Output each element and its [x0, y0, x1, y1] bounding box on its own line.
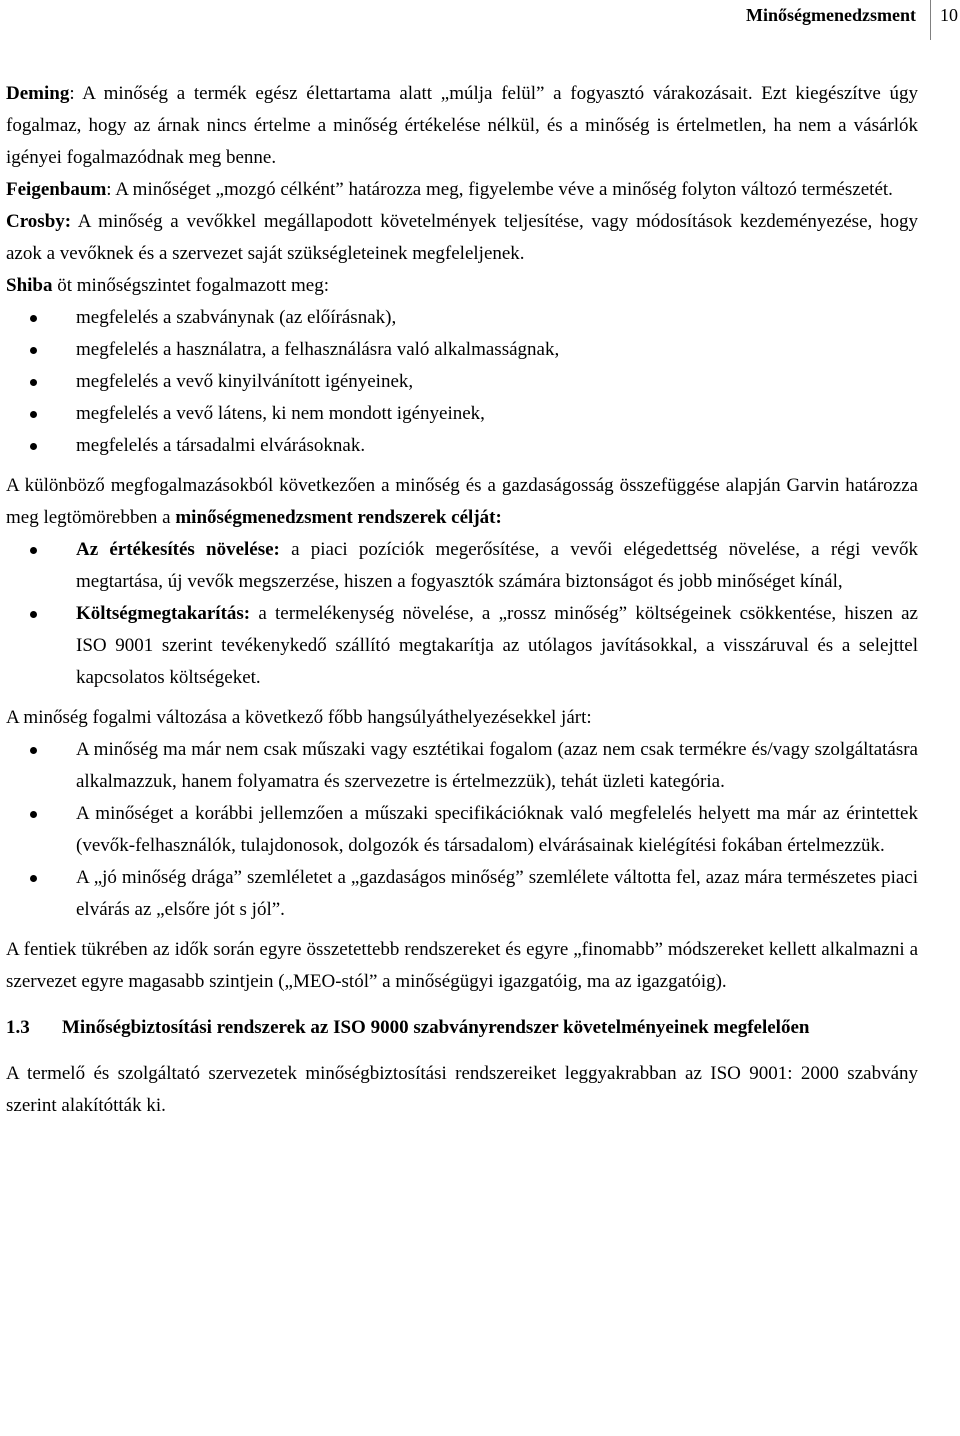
header-divider	[930, 0, 931, 40]
bullet-icon	[30, 875, 37, 882]
paragraph-feigenbaum	[6, 174, 918, 206]
list-item: A minőség ma már nem csak műszaki vagy esztétikai fogalom (azaz nem csak termékre és/vagy szolgáltatásra alkalmazzuk, hanem folyamatra és szervezetre is értelmezzük), tehát üzleti kategória.	[6, 734, 918, 798]
bullet-icon	[30, 347, 37, 354]
list-item: Költségmegtakarítás: a termelékenység növelése, a „rossz minőség” költségeinek csökkentése, hiszen az ISO 9001 szerint tevékenykedő szállító megtakarítja az utólagos javításokkal, a visszáruval és a selejttel kapcsolatos költségeket.	[6, 598, 918, 694]
page-number: 10	[940, 5, 958, 25]
change-list	[6, 734, 918, 926]
term-crosby: Crosby:	[6, 211, 72, 232]
garvin-text: A különböző megfogalmazásokból következően a minőség és a gazdaságosság összefüggése alapján Garvin határozza meg legtömörebben a	[6, 475, 918, 528]
paragraph-iso: A termelő és szolgáltató szervezetek minőségbiztosítási rendszereiket leggyakrabban az ISO 9001: 2000 szabvány szerint alakítótták ki.	[6, 1063, 918, 1116]
term-shiba: Shiba	[6, 275, 53, 296]
bullet-icon	[30, 411, 37, 418]
section-number: 1.3	[6, 1017, 30, 1038]
document-body	[6, 78, 918, 1122]
paragraph-garvin	[6, 470, 918, 534]
bullet-icon	[30, 811, 37, 818]
bullet-icon	[30, 379, 37, 386]
goals-list	[6, 534, 918, 694]
bullet-icon	[30, 547, 37, 554]
running-header-title: Minőségmenedzsment	[746, 5, 916, 25]
bullet-icon	[30, 443, 37, 450]
list-item: megfelelés a vevő látens, ki nem mondott igényeinek,	[6, 398, 918, 430]
section-heading	[6, 1012, 918, 1044]
shiba-levels-list	[6, 302, 918, 462]
list-item: A „jó minőség drága” szemléletet a „gazdaságos minőség” szemlélete váltotta fel, azaz mára természetes piaci elvárás az „elsőre jót s jól”.	[6, 862, 918, 926]
list-item: Az értékesítés növelése: a piaci pozíciók megerősítése, a vevői elégedettség növelése, a régi vevők megtartása, új vevők megszerzése, hiszen a fogyasztók számára biztonságot és jobb minőséget kínál,	[6, 534, 918, 598]
paragraph-shiba	[6, 270, 918, 302]
page-header	[0, 0, 960, 38]
paragraph-change: A minőség fogalmi változása a következő főbb hangsúlyáthelyezésekkel járt:	[6, 707, 592, 728]
feigenbaum-text: : A minőséget „mozgó célként” határozza meg, figyelembe véve a minőség folyton változó természetét.	[106, 179, 893, 200]
list-item: megfelelés a használatra, a felhasználásra való alkalmasságnak,	[6, 334, 918, 366]
list-item: megfelelés a társadalmi elvárásoknak.	[6, 430, 918, 462]
paragraph-deming	[6, 78, 918, 174]
garvin-bold: minőségmenedzsment rendszerek célját:	[175, 507, 502, 528]
bullet-icon	[30, 611, 37, 618]
bullet-icon	[30, 747, 37, 754]
list-item: megfelelés a szabványnak (az előírásnak),	[6, 302, 918, 334]
list-item: megfelelés a vevő kinyilvánított igényeinek,	[6, 366, 918, 398]
term-deming: Deming	[6, 83, 70, 104]
paragraph-summary: A fentiek tükrében az idők során egyre összetettebb rendszereket és egyre „finomabb” módszereket kellett alkalmazni a szervezet egyre magasabb szintjein („MEO-stól” a minőségügyi igazgatóig, ma az igazgatóig).	[6, 939, 918, 992]
list-item: A minőséget a korábbi jellemzően a műszaki specifikációknak való megfelelés helyett ma már az érintettek (vevők-felhasználók, tulajdonosok, dolgozók és társadalom) elvárásainak kielégítési fokában értelmezzük.	[6, 798, 918, 862]
paragraph-crosby	[6, 206, 918, 270]
term-feigenbaum: Feigenbaum	[6, 179, 107, 200]
crosby-text: A minőség a vevőkkel megállapodott követelmények teljesítése, vagy módosítások kezdeményezése, hogy azok a vevőknek és a szervezet saját szükségleteinek megfeleljenek.	[6, 211, 918, 264]
section-title: Minőségbiztosítási rendszerek az ISO 9000 szabványrendszer követelményeinek megfelelően	[62, 1017, 810, 1038]
shiba-text: öt minőségszintet fogalmazott meg:	[52, 275, 329, 296]
bullet-icon	[30, 315, 37, 322]
deming-text: : A minőség a termék egész élettartama alatt „múlja felül” a fogyasztó várakozásait. Ezt kiegészítve úgy fogalmaz, hogy az árnak nincs értelme a minőség értékelése nélkül, és a minőség is értelmetlen, ha nem a vásárlók igényei fogalmazódnak meg benne.	[6, 83, 918, 168]
